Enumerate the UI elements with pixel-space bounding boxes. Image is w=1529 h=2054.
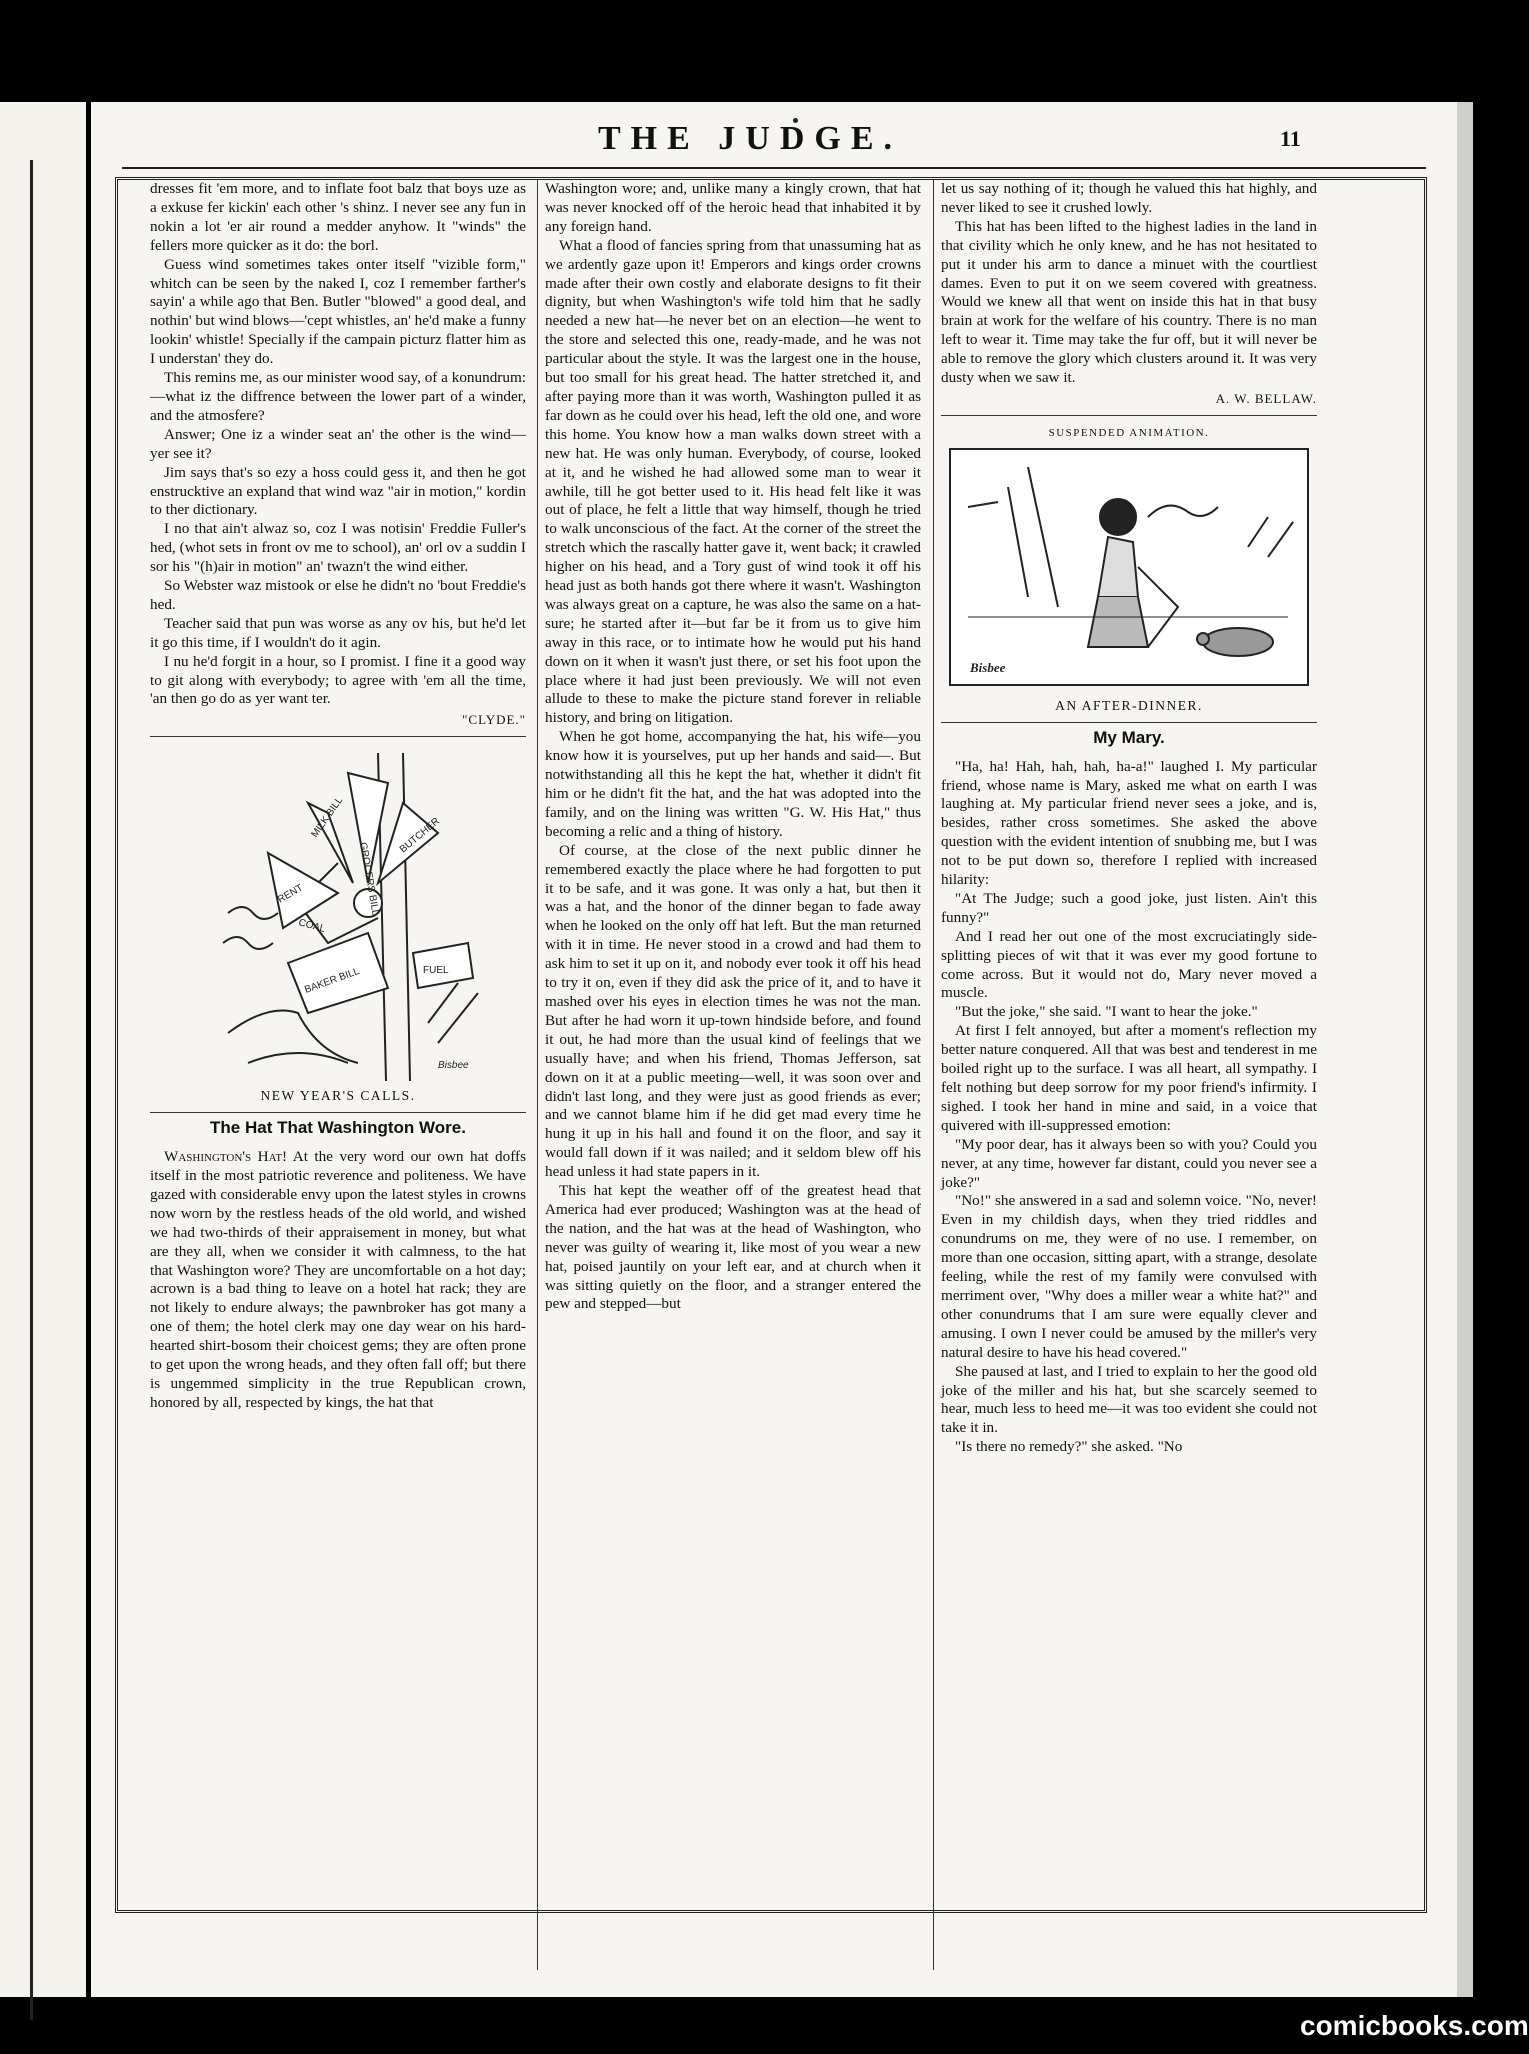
paragraph: This hat has been lifted to the highest ladies in the land in that civility which he only knew, and he has not hesitated to put it under his arm to dance a minuet with the courtliest dames. Even to put it on we seem covered with greatness. Would we knew all that went on inside this hat in that busy brain at work for the welfare of his country. There is no man left to wear it. Time may take the fur off, but it will never be able to remove the glory which clusters around it. It was very dusty when we saw it. [941,217,1317,387]
paragraph: At first I felt annoyed, but after a moment's reflection my better nature conquered. All that was best and tenderest in me boiled right up to the surface. I was all heart, all sympathy. I felt nothing but deep sorrow for my poor friend's infirmity. I sighed. I took her hand in mine and said, in a voice that quivered with ill-suppressed emotion: [941,1022,1317,1134]
cartoon-label: BUTCHER [397,816,442,856]
cartoon-label: BAKER BILL [303,966,361,997]
page-edge [1457,102,1473,1997]
column-3 [941,180,1317,1457]
article-title: The Hat That Washington Wore. [210,1118,466,1138]
paragraph: I nu he'd forgit in a hour, so I promist. I fine it a good way to git along with everybody; to agree with 'em all the time, 'an then go do as yer want ter. [150,652,526,708]
paragraph: Jim says that's so ezy a hoss could gess it, and then he got enstrucktive an expland that wind waz "air in motion," kordin to ther dictionary. [150,463,526,519]
paragraph: Guess wind sometimes takes onter itself "vizible form," whitch can be seen by the naked I, coz I remember farther's sayin' a while ago that Ben. Butler "blowed" a good deal, and nothin' but wind blows—'cept whistles, an' he'd make a funny lookin' whistle! Specially if the campain picturz flatter him as I understan' they do. [150,255,526,368]
new-years-calls-cartoon [188,743,488,1083]
divider [150,1112,526,1113]
paragraph: Of course, at the close of the next public dinner he remembered exactly the place where he had forgotten to put it to be safe, and it was gone. It was only a hat, but then it was a hat, and the honor of the dinner began to fade away when he looked on the only off hat left. But the man returned with it in time. He never stood in a crowd and had them to ask him to set it up on it, and nobody ever took it off his head to try it on, even if they did ask the price of it, and to have it mashed over his eyes in election times he was not the man. But after he had worn it up-town hindside before, and found it out, he had more than the usual kind of feelings that we usually have; and when his friend, Thomas Jefferson, sat down on it at a public meeting—well, it was soon over and didn't last long, and they were just as good friends as ever; and we cannot blame him if he did get mad every time he hung it up in his hall and found it on the floor, and say it would fall down if it was nailed; and it seldom blew off his head unless it had state papers in it. [545,841,921,1181]
paragraph: "No!" she answered in a sad and solemn voice. "No, never! Even in my childish days, when they tried riddles and conundrums on me, they were of no use. I remember, on more than one occasion, sitting apart, with a strange, desolate feeling, while the rest of my family were convulsed with merriment over, "Why does a miller wear a white hat?" and other conundrums that I am sure were equally clever and amusing. I own I never could be amused by the miller's very natural desire to have his head covered." [941,1192,1317,1361]
cartoon-caption: NEW YEAR'S CALLS. [260,1088,416,1104]
divider [941,415,1317,416]
column-rule [933,180,934,1970]
cartoon-label: RENT [276,882,306,906]
page-number: 11 [1280,126,1301,151]
paragraph: Washington wore; and, unlike many a kingly crown, that hat was never knocked off of the heroic head that inhabited it by any foreign hand. [545,180,921,235]
divider [941,722,1317,723]
header-rule [122,167,1426,169]
cartoon-label: FUEL [423,965,449,977]
paragraph: And I read her out one of the most excruciatingly side-splitting pieces of wit that it was ever my good fortune to come across. But it would not do, Mary never moved a muscle. [941,927,1317,1002]
column-1 [150,180,526,1413]
signature: A. W. BELLAW. [1215,390,1317,406]
paragraph: So Webster waz mistook or else he didn't no 'bout Freddie's hed. [150,577,526,613]
paragraph: "My poor dear, has it always been so with you? Could you never, at any time, however far distant, could you never see a joke?" [941,1135,1317,1191]
paragraph: let us say nothing of it; though he valued this hat highly, and never liked to see it crushed lowly. [941,180,1317,216]
paragraph: "Ha, ha! Hah, hah, hah, ha-a!" laughed I. My particular friend, whose name is Mary, asked me what on earth I was laughing at. My particular friend never sees a joke, and is, besides, rather cross sometimes. She asked the above question with the evident intention of snubbing me, but I was not to be put down so, therefore I replied with increased hilarity: [941,757,1317,889]
cartoon-label: MILK BILL [309,795,346,841]
paragraph: When he got home, accompanying the hat, his wife—you know how it is yourselves, put up her hands and said—. But notwithstanding all this he kept the hat, whether it didn't fit him or he didn't fit the hat, and the hat was adopted into the family, and on the lining was written "G. W. His Hat," thus becoming a relic and a thing of history. [545,728,921,840]
cartoon-title: SUSPENDED ANIMATION. [1048,426,1210,439]
paragraph: dresses fit 'em more, and to inflate foot balz that boys uze as a exkuse fer kickin' each other 's shinz. I never see any fun in nokin a lot 'er air round a medder anyhow. It "winds" the fellers more quicker as it do: the borl. [150,180,526,254]
article-title: My Mary. [1093,727,1165,747]
cartoon-label: GROCERS BILL [357,841,381,917]
adjacent-page-edge [0,102,86,1997]
watermark: comicbooks.com [1300,2010,1529,2041]
paragraph: Answer; One iz a winder seat an' the other is the wind—yer see it? [150,425,526,462]
paragraph: This remins me, as our minister wood say, of a konundrum:—what iz the diffrence between the lower part of a winder, and the atmosfere? [150,369,526,424]
column-2 [545,180,921,1314]
paragraph: "But the joke," she said. "I want to hear the joke." [955,1003,1258,1021]
divider [150,736,526,737]
column-rule [537,180,538,1970]
masthead-title: THE JUDGE. [597,120,903,157]
paragraph: At the very word our own hat doffs itself in the most patriotic reverence and politeness. We have gazed with considerable envy upon the latest styles in crowns now worn by the restless heads of the old world, and wished we had two-thirds of their appraisement in money, but what are they all, when we consider it with calmness, to the hat that Washington wore? They are uncomfortable on a hot day; acrown is a bad thing to leave on a hotel hat rack; they are not likely to endure always; the pawnbroker has got many a one of them; the hotel clerk may one day wear on his hard-hearted shirt-bosom their choicest gems; they are often prone to get upon the wrong heads, and they often fall off; but there is ungemmed simplicity in the true Republican crown, honored by all, respected by kings, the hat that [150,1148,526,1411]
paragraph: She paused at last, and I tried to explain to her the good old joke of the miller and his hat, but she scarcely seemed to hear, much less to heed me—it was too evident she could not take it in. [941,1362,1317,1437]
paragraph: "At The Judge; such a good joke, just listen. Ain't this funny?" [941,889,1317,926]
paragraph: This hat kept the weather off of the greatest head that America had ever produced; Washington was at the head of the nation, and the hat was at the head of Washington, who never was guilty of wearing it, like most of you wear a new hat, poised jauntily on your left ear, and at church when it was sitting quietly on the floor, and a stranger entered the pew and stepped—but [545,1182,921,1313]
cartoon-caption: AN AFTER-DINNER. [1055,697,1203,713]
paragraph: "Is there no remedy?" she asked. "No [955,1438,1183,1456]
cartoon-label: COAL [297,917,327,936]
artist-signature: Bisbee [438,1060,469,1072]
paragraph: Teacher said that pun was worse as any ov his, but he'd let it go this time, if I wouldn't do it agin. [150,614,526,651]
article-lead: Washington's Hat! [164,1148,288,1166]
paragraph: What a flood of fancies spring from that unassuming hat as we ardently gaze upon it! Emperors and kings order crowns made after their own costly and elaborate designs to fit their dignity, but when Washington's wife told him that he sadly needed a new hat—he never bet on an election—he went to the store and selected this one, ready-made, and he was not particular about the style. It was the largest one in the house, but too small for his great head. The hatter stretched it, and after paying more than it was worth, Washington pulled it as far down as he could over his head, left the old one, and wore this home. You know how a man walks down street with a new hat. He was only human. Everybody, of course, looked at it, and he wished he had allowed some man to wear it awhile, till he got better used to it. His head felt like it was out of place, he felt a little that way himself, though he tried to walk unconscious of the fact. At the corner of the street the stretch which the rascally hatter gave it, went back; it crawled higher on his head, and a Tory gust of wind took it off his head just as both hands got there where it wasn't. Washington was always great on a capture, he was also the same on a hat-sure; he started after it—but far be it from us to give him away in this race, or to intimate how he would put his hand down on it when it wasn't just there, or set his foot upon the place where it had just been previously. We will not even allude to these to make the picture stand forever in reliable history, and bring on litigation. [545,236,921,727]
signature: "CLYDE." [462,712,526,728]
paragraph: I no that ain't alwaz so, coz I was notisin' Freddie Fuller's hed, (whot sets in front ov me to school), an' orl ov a suddin I sor his "(h)air in motion" an' twazn't the wind either. [150,520,526,576]
suspended-animation-cartoon [948,447,1310,687]
artist-signature: Bisbee [970,659,1006,675]
